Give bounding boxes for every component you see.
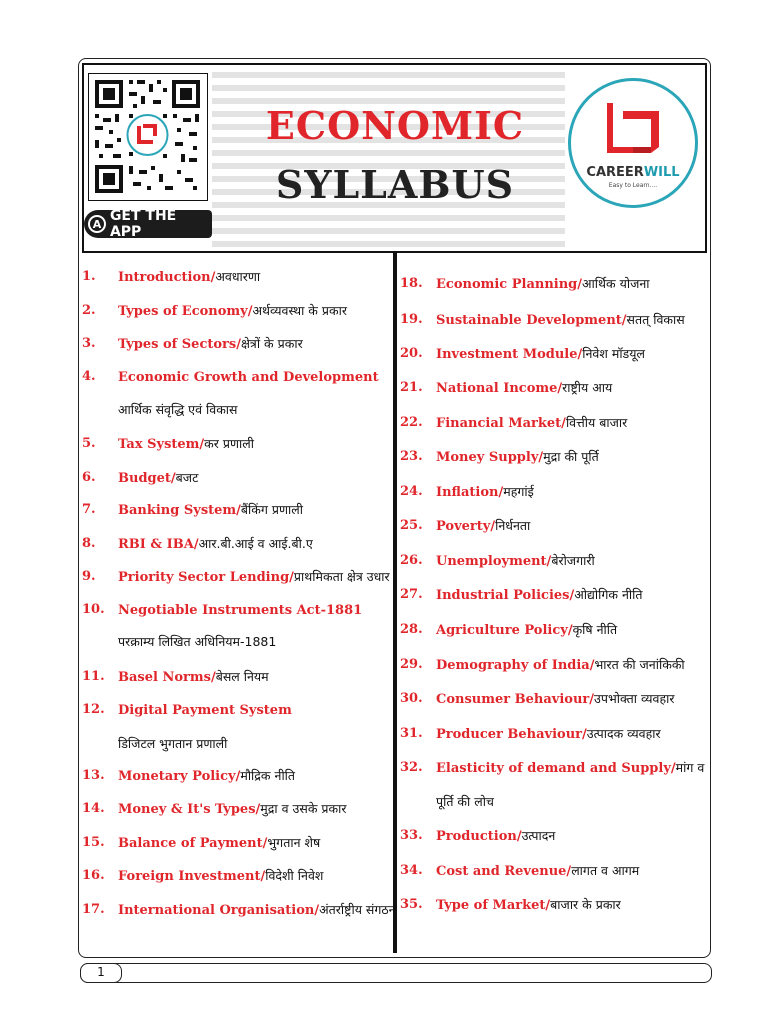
item-title-english: Banking System/ (118, 503, 241, 518)
item-title-hindi: मुद्रा व उसके प्रकार (260, 801, 347, 816)
page-number: 1 (80, 963, 122, 983)
item-title-hindi: लागत व आगम (571, 863, 640, 878)
item-title (118, 834, 320, 853)
item-number: 26. (400, 553, 423, 568)
item-title-english: Negotiable Instruments Act-1881 (118, 603, 363, 618)
item-title-hindi: वित्तीय बाजार (565, 415, 628, 430)
item-title (436, 759, 704, 778)
item-title (436, 690, 674, 709)
item-title-hindi: मांग व (675, 760, 705, 775)
item-title-hindi: उत्पादक व्यवहार (586, 726, 661, 741)
item-title (118, 435, 254, 454)
item-title-hindi: प्राथमिकता क्षेत्र उधार (293, 569, 390, 584)
item-number: 23. (400, 449, 423, 464)
item-number: 32. (400, 760, 423, 775)
item-number: 31. (400, 726, 423, 741)
item-title-hindi: अर्थव्यवस्था के प्रकार (252, 303, 347, 318)
item-title (118, 501, 303, 520)
item-title (118, 469, 198, 488)
item-number: 24. (400, 484, 423, 499)
item-title-english: Types of Sectors/ (118, 337, 241, 352)
item-title-english: Investment Module/ (436, 347, 583, 362)
item-number: 33. (400, 828, 423, 843)
item-title-hindi: कृषि नीति (572, 622, 618, 637)
item-number: 5. (82, 436, 96, 451)
item-title-hindi: निर्धनता (495, 518, 531, 533)
item-title (118, 701, 292, 720)
item-title-hindi: बाजार के प्रकार (550, 897, 621, 912)
item-title (436, 448, 599, 467)
item-title-english: Producer Behaviour/ (436, 727, 587, 742)
item-title-hindi: मुद्रा की पूर्ति (543, 449, 599, 464)
item-title-hindi: उत्पादन (521, 828, 556, 843)
item-number: 30. (400, 691, 423, 706)
item-title-english: Inflation/ (436, 485, 504, 500)
item-title-hindi: भारत की जनांकिकी (594, 657, 685, 672)
careerwill-logo (568, 78, 698, 208)
get-app-label: GET THE APP (109, 208, 177, 240)
item-title-hindi: राष्ट्रीय आय (562, 380, 613, 395)
item-title-english: Types of Economy/ (118, 304, 253, 319)
item-title (118, 268, 260, 287)
item-title-english: Tax System/ (118, 437, 205, 452)
item-title (436, 896, 621, 915)
item-title-hindi-continued: आर्थिक संवृद्धि एवं विकास (118, 402, 238, 417)
item-title-hindi: अंतर्राष्ट्रीय संगठन (319, 902, 396, 917)
item-title (436, 827, 555, 846)
item-title (436, 311, 685, 330)
item-number: 29. (400, 657, 423, 672)
item-title-english: Sustainable Development/ (436, 313, 627, 328)
item-title-english: International Organisation/ (118, 903, 320, 918)
item-title-english: Industrial Policies/ (436, 588, 575, 603)
get-the-app-button[interactable] (84, 210, 212, 238)
item-title-hindi: बेरोजगारी (551, 553, 595, 568)
item-title (118, 335, 303, 354)
item-title (118, 368, 379, 387)
item-number: 8. (82, 536, 96, 551)
item-title (436, 656, 685, 675)
item-title-english: RBI & IBA/ (118, 537, 199, 552)
item-number: 34. (400, 863, 423, 878)
item-title-hindi: सतत् विकास (626, 312, 685, 327)
item-title-hindi: उपभोक्ता व्यवहार (594, 691, 675, 706)
item-title (436, 414, 627, 433)
item-number: 2. (82, 303, 96, 318)
item-number: 15. (82, 835, 105, 850)
item-number: 22. (400, 415, 423, 430)
item-title-hindi: महगांई (503, 484, 534, 499)
item-title-hindi: बेसल नियम (215, 669, 269, 684)
item-title-english: Poverty/ (436, 519, 496, 534)
item-number: 18. (400, 276, 423, 291)
item-title (118, 601, 362, 620)
item-title-english: Elasticity of demand and Supply/ (436, 761, 676, 776)
item-title (118, 767, 295, 786)
item-number: 13. (82, 768, 105, 783)
item-number: 9. (82, 569, 96, 584)
logo-wordmark: CAREERWILL (586, 165, 680, 180)
item-title-hindi: अवधारणा (215, 269, 261, 284)
item-title-english: Financial Market/ (436, 416, 566, 431)
item-title (436, 275, 650, 294)
item-number: 19. (400, 312, 423, 327)
item-title-hindi: मौद्रिक नीति (240, 768, 296, 783)
item-title (436, 725, 661, 744)
item-title (436, 379, 612, 398)
item-title-english: Foreign Investment/ (118, 869, 266, 884)
item-title-english: Introduction/ (118, 270, 216, 285)
item-title-english: Unemployment/ (436, 554, 552, 569)
page-title-line1: ECONOMIC (265, 103, 525, 148)
item-number: 20. (400, 346, 423, 361)
item-title-hindi: क्षेत्रों के प्रकार (240, 336, 303, 351)
item-title-hindi: विदेशी निवेश (265, 868, 324, 883)
item-title-hindi: आर.बी.आई व आई.बी.ए (198, 536, 313, 551)
item-title (436, 483, 534, 502)
logo-tagline: Easy to Learn.... (608, 182, 658, 189)
item-title-english: Type of Market/ (436, 898, 551, 913)
footer-bar (80, 963, 712, 983)
item-title (436, 862, 639, 881)
item-title-english: Cost and Revenue/ (436, 864, 572, 879)
item-title-english: Consumer Behaviour/ (436, 692, 594, 707)
item-title-hindi: आर्थिक योजना (582, 276, 650, 291)
item-number: 4. (82, 369, 96, 384)
column-divider (393, 253, 397, 953)
app-store-icon: A (88, 215, 106, 233)
item-title-english: Economic Planning/ (436, 277, 583, 292)
item-number: 17. (82, 902, 105, 917)
item-title-english: National Income/ (436, 381, 563, 396)
item-title-hindi: बजट (175, 470, 199, 485)
item-title (436, 586, 643, 605)
qr-code-icon[interactable] (88, 73, 208, 201)
item-title (436, 517, 530, 536)
item-title-english: Balance of Payment/ (118, 836, 268, 851)
item-number: 28. (400, 622, 423, 637)
item-title-english: Priority Sector Lending/ (118, 570, 294, 585)
item-title (118, 901, 396, 920)
item-number: 11. (82, 669, 105, 684)
item-number: 25. (400, 518, 423, 533)
item-title-english: Basel Norms/ (118, 670, 216, 685)
item-number: 16. (82, 868, 105, 883)
item-number: 1. (82, 269, 96, 284)
item-title-english: Economic Growth and Development (118, 370, 379, 385)
item-title (436, 621, 617, 640)
item-title-english: Digital Payment System (118, 703, 292, 718)
item-title (118, 668, 269, 687)
item-title (436, 345, 645, 364)
item-title-english: Agriculture Policy/ (436, 623, 573, 638)
item-title (118, 867, 323, 886)
item-number: 35. (400, 897, 423, 912)
item-title-english: Money & It's Types/ (118, 802, 261, 817)
item-number: 3. (82, 336, 96, 351)
item-title-english: Money Supply/ (436, 450, 544, 465)
page-title-line2: SYLLABUS (275, 162, 515, 207)
item-title-hindi-continued: परक्राम्य लिखित अधिनियम-1881 (118, 634, 277, 649)
item-title-hindi: कर प्रणाली (204, 436, 254, 451)
item-number: 14. (82, 801, 105, 816)
item-number: 7. (82, 502, 96, 517)
item-title-english: Budget/ (118, 471, 176, 486)
item-title-hindi-continued: डिजिटल भुगतान प्रणाली (118, 736, 228, 751)
item-title (118, 535, 313, 554)
item-title (118, 568, 390, 587)
item-title (436, 552, 595, 571)
item-title-hindi-continued: पूर्ति की लोच (436, 794, 494, 809)
item-number: 10. (82, 602, 105, 617)
item-title (118, 302, 347, 321)
item-title-hindi: ओद्योगिक नीति (574, 587, 643, 602)
item-title-english: Monetary Policy/ (118, 769, 241, 784)
item-title-english: Production/ (436, 829, 522, 844)
item-title-english: Demography of India/ (436, 658, 595, 673)
item-title-hindi: निवेश मॉडयूल (582, 346, 645, 361)
item-number: 27. (400, 587, 423, 602)
item-number: 6. (82, 470, 96, 485)
item-title-hindi: बैंकिंग प्रणाली (240, 502, 304, 517)
item-title (118, 800, 346, 819)
item-title-hindi: भुगतान शेष (267, 835, 321, 850)
item-number: 21. (400, 380, 423, 395)
item-number: 12. (82, 702, 105, 717)
